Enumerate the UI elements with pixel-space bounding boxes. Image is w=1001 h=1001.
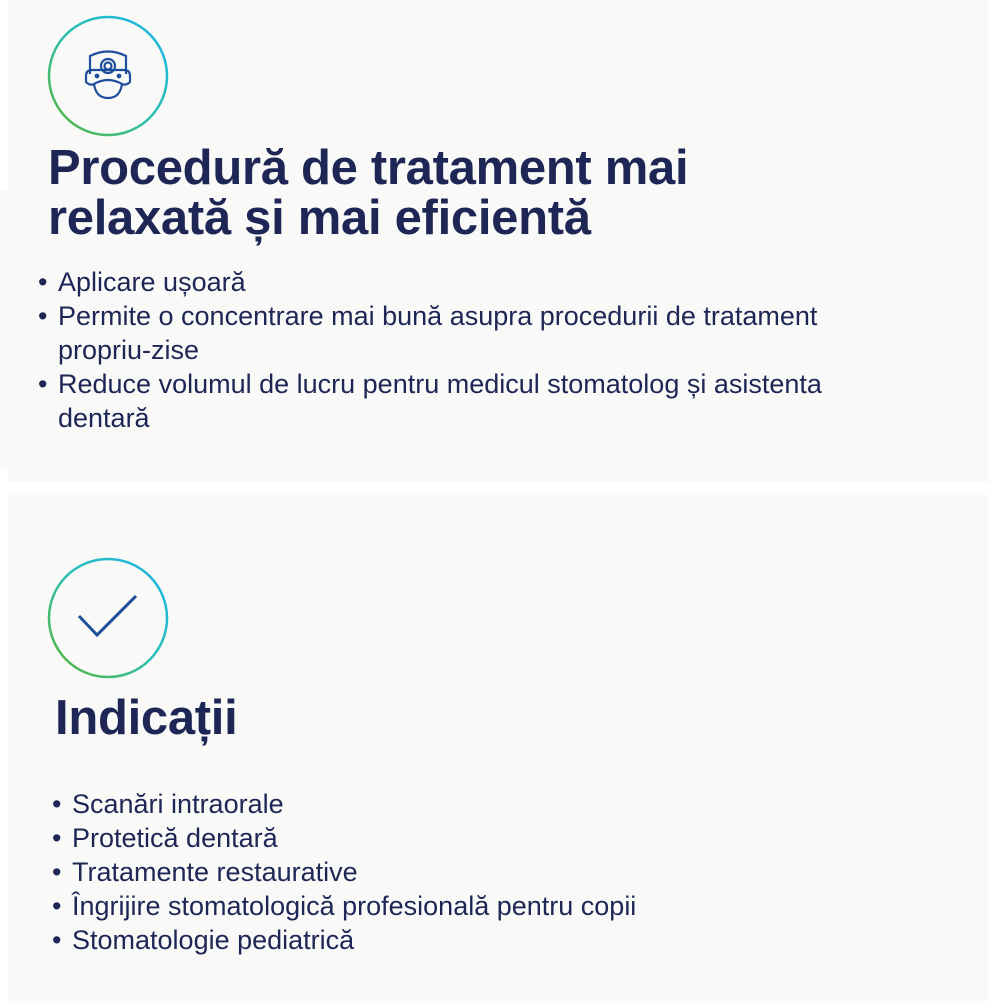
benefits-title (48, 143, 688, 243)
list-item: • Protetică dentară (52, 821, 852, 855)
list-item: • Stomatologie pediatrică (52, 923, 852, 957)
list-item: • Reduce volumul de lucru pentru medicul stomatolog și asistenta dentară (38, 367, 878, 435)
scanner-icon (46, 14, 170, 138)
indications-title: Indicații (55, 691, 238, 745)
title-line-1: Procedură de tratament mai (48, 141, 689, 195)
list-item: • Îngrijire stomatologică profesională pentru copii (52, 889, 852, 923)
title-line-2: relaxată și mai eficientă (48, 191, 591, 245)
list-item: • Aplicare ușoară (38, 265, 878, 299)
list-item: • Permite o concentrare mai bună asupra procedurii de tratament propriu-zise (38, 299, 878, 367)
list-item: • Scanări intraorale (52, 787, 852, 821)
list-item: • Tratamente restaurative (52, 855, 852, 889)
indications-list (52, 787, 852, 957)
checkmark-icon (46, 556, 170, 680)
benefits-list (38, 265, 878, 435)
panel-edge (0, 190, 10, 468)
